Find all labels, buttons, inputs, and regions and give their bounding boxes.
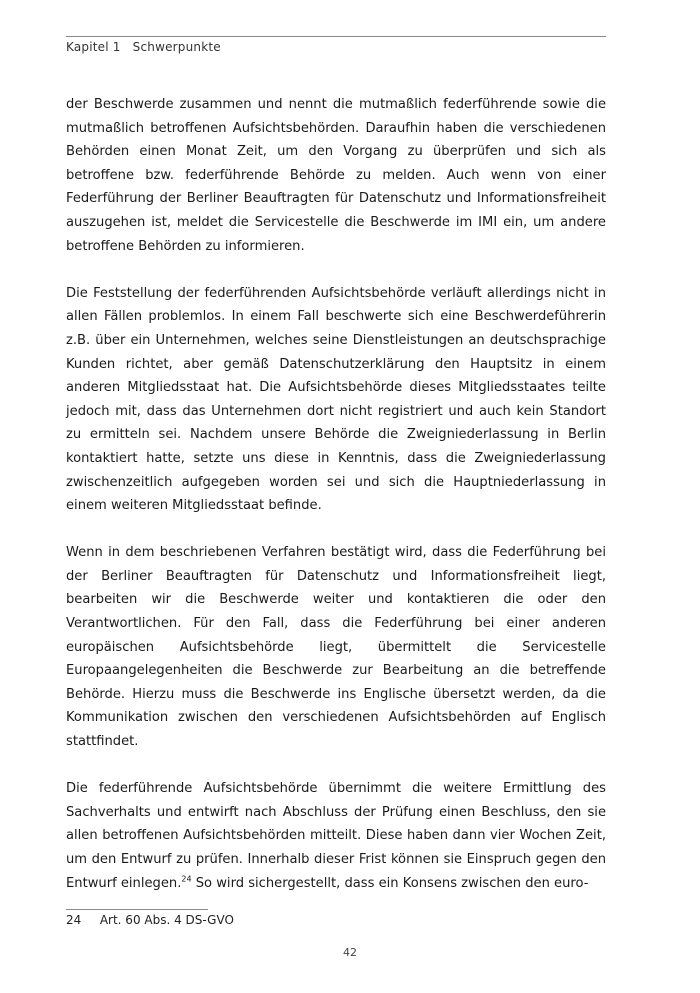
paragraph: Wenn in dem beschriebenen Verfahren bestätigt wird, dass die Federführung bei der Berliner Beauftragten für Datenschutz und Informationsfreiheit liegt, bearbeiten wir die Beschwerde weiter und kontaktieren die oder den Verantwortlichen. Für den Fall, dass die Federführung bei einer anderen europäischen Aufsichtsbehörde liegt, übermittelt die Servicestelle Europaangelegenheiten die Beschwerde zur Bearbeitung an die betreffende Behörde. Hierzu muss die Beschwerde ins Englische übersetzt werden, da die Kommunikation zwischen den verschiedenen Aufsichtsbehörden auf Englisch stattfindet.: [66, 545, 606, 750]
footnote: [66, 913, 234, 927]
footnote-number: 24: [66, 913, 82, 927]
section-label: Schwerpunkte: [132, 40, 221, 54]
paragraph: der Beschwerde zusammen und nennt die mutmaßlich federführende sowie die mutmaßlich betroffenen Aufsichtsbehörden. Daraufhin haben die verschiedenen Behörden einen Monat Zeit, um den Vorgang zu überprüfen und sich als betroffene bzw. federführende Behörde zu melden. Auch wenn von einer Federführung der Berliner Beauftragten für Datenschutz und Informationsfreiheit auszugehen ist, meldet die Servicestelle die Beschwerde im IMI ein, um andere betroffene Behörden zu informieren.: [66, 97, 606, 254]
header-rule: [66, 36, 606, 37]
chapter-label: Kapitel 1: [66, 40, 121, 54]
running-header: [66, 40, 221, 54]
paragraph: Die Feststellung der federführenden Aufsichtsbehörde verläuft allerdings nicht in allen Fällen problemlos. In einem Fall beschwerte sich eine Beschwerdeführerin z.B. über ein Unternehmen, welches seine Dienstleistungen an deutschsprachige Kunden richtet, aber gemäß Datenschutzerklärung den Hauptsitz in einem anderen Mitgliedsstaat hat. Die Aufsichtsbehörde dieses Mitgliedsstaates teilte jedoch mit, dass das Unternehmen dort nicht registriert und auch kein Standort zu ermitteln sei. Nachdem unsere Behörde die Zweigniederlassung in Berlin kontaktiert hatte, setzte uns diese in Kenntnis, dass die Zweigniederlassung zwischenzeitlich aufgegeben worden sei und sich die Hauptniederlassung in einem weiteren Mitgliedsstaat befinde.: [66, 285, 606, 514]
page-number: 42: [343, 946, 357, 959]
footnote-text: Art. 60 Abs. 4 DS-GVO: [99, 913, 234, 927]
paragraph-with-footnote: [66, 777, 606, 895]
paragraph-text: Die federführende Aufsichtsbehörde übernimmt die weitere Ermittlung des Sachverhalts und entwirft nach Abschluss der Prüfung einen Beschluss, den sie allen betroffenen Aufsichtsbehörden mitteilt. Diese haben dann vier Wochen Zeit, um den Entwurf zu prüfen. Innerhalb dieser Frist können sie Einspruch gegen den Entwurf einlegen.: [66, 781, 606, 891]
footnote-reference[interactable]: 24: [181, 874, 192, 884]
paragraph-text-continued: So wird sichergestellt, dass ein Konsens zwischen den euro-: [191, 875, 589, 891]
body-text: [66, 93, 606, 895]
footnote-rule: [66, 909, 208, 910]
